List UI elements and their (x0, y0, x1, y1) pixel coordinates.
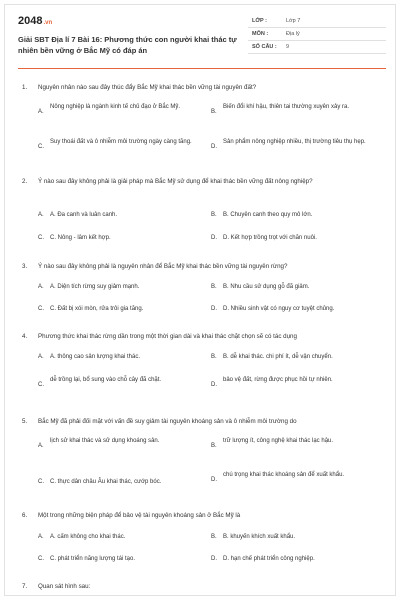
option-text: C. phát triển năng lượng tái tạo. (50, 556, 136, 562)
logo-main: 2048 (18, 15, 43, 27)
question-text: Quan sát hình sau: (38, 583, 91, 590)
meta-label: MÔN : (252, 31, 269, 37)
option-letter: B. (211, 354, 217, 360)
logo-sub: .vn (43, 20, 53, 26)
site-logo[interactable] (18, 15, 52, 27)
header-divider (18, 68, 386, 69)
option-letter: B. (211, 284, 217, 290)
meta-row-count (248, 41, 386, 54)
question-text: Một trong những biện pháp để bảo vệ tài nguyên khoáng sản ở Bắc Mỹ là (38, 512, 241, 519)
option-letter: A. (38, 212, 44, 218)
option-letter: A. (38, 284, 44, 290)
question-text: Ý nào sau đây không phải là giải pháp mà Bắc Mỹ sử dụng để khai thác bền vững đất nông nghiệp? (38, 178, 313, 185)
meta-row-subject (248, 28, 386, 41)
option-text: Suy thoái đất và ô nhiễm môi trường ngày càng tăng. (50, 139, 192, 145)
option-letter: B. (211, 534, 217, 540)
question-number: 4. (22, 333, 28, 340)
meta-value: 9 (286, 44, 290, 50)
option-letter: A. (38, 534, 44, 540)
option-text: Nông nghiệp là ngành kinh tế chủ đạo ở Bắc Mỹ. (50, 104, 181, 110)
question-number: 5. (22, 418, 28, 425)
option-text: chú trọng khai thác khoáng sản để xuất khẩu. (223, 472, 345, 478)
option-text: B. dễ khai thác. chi phí ít, dễ vận chuyển. (223, 354, 333, 360)
option-letter: B. (211, 212, 217, 218)
option-letter: C. (38, 382, 44, 388)
option-text: A. cấm không cho khai thác. (50, 534, 126, 540)
question-text: Phương thức khai thác rừng dần trong một thời gian dài và khai thác chặt chọn sẽ có tác dụng (38, 333, 297, 340)
page-frame (4, 4, 396, 596)
question-text: Bắc Mỹ đã phải đối mặt với vấn đề suy giảm tài nguyên khoáng sản và ô nhiễm môi trường do (38, 418, 297, 425)
option-letter: D. (211, 235, 217, 241)
option-letter: D. (211, 382, 217, 388)
meta-value: Địa lý (286, 31, 300, 37)
option-letter: B. (211, 109, 217, 115)
option-letter: C. (38, 144, 44, 150)
option-text: D. Nhiều sinh vật có nguy cơ tuyệt chủng. (223, 306, 335, 312)
question-number: 3. (22, 263, 28, 270)
meta-label: LỚP : (252, 18, 267, 24)
option-text: A. Đa canh và luân canh. (50, 212, 118, 218)
option-text: D. hạn chế phát triển công nghiệp. (223, 556, 315, 562)
meta-label: SỐ CÂU : (252, 44, 277, 50)
option-text: bảo vệ đất, rừng được phục hồi tự nhiên. (223, 377, 333, 383)
option-letter: A. (38, 443, 44, 449)
question-number: 7. (22, 583, 28, 590)
option-letter: B. (211, 443, 217, 449)
option-text: C. Nông - lâm kết hợp. (50, 235, 111, 241)
option-letter: A. (38, 354, 44, 360)
question-number: 2. (22, 178, 28, 185)
option-letter: D. (211, 306, 217, 312)
option-letter: D. (211, 556, 217, 562)
option-letter: C. (38, 235, 44, 241)
meta-value: Lớp 7 (286, 18, 301, 24)
document-title: Giải SBT Địa lí 7 Bài 16: Phương thức con người khai thác tự nhiên bền vững ở Bắc Mỹ có đáp án (18, 35, 237, 55)
option-text: C. Đất bị xói mòn, rửa trôi gia tăng. (50, 306, 144, 312)
option-text: A. thông cao sản lượng khai thác. (50, 354, 141, 360)
option-letter: A. (38, 109, 44, 115)
meta-row-class (248, 15, 386, 28)
option-text: C. thực dân châu Âu khai thác, cướp bóc. (50, 479, 162, 485)
option-letter: C. (38, 306, 44, 312)
option-text: Sản phẩm nông nghiệp nhiều, thị trường tiêu thụ hẹp. (223, 139, 366, 145)
option-text: dễ trồng lại, bổ sung vào chỗ cây đã chặt. (50, 377, 162, 383)
question-text: Ý nào sau đây không phải là nguyên nhân để Bắc Mỹ khai thác bền vững tài nguyên rừng? (38, 263, 288, 270)
option-letter: D. (211, 477, 217, 483)
meta-table (248, 15, 386, 54)
option-text: B. Chuyên canh theo quy mô lớn. (223, 212, 313, 218)
option-text: B. khuyến khích xuất khẩu. (223, 534, 296, 540)
option-letter: D. (211, 144, 217, 150)
question-text: Nguyên nhân nào sau đây thúc đẩy Bắc Mỹ khai thác bền vững tài nguyên đất? (38, 84, 257, 91)
option-text: A. Diện tích rừng suy giảm mạnh. (50, 284, 140, 290)
option-text: D. Kết hợp trồng trọt với chăn nuôi. (223, 235, 317, 241)
option-text: lịch sử khai thác và sử dụng khoáng sản. (50, 438, 160, 444)
question-number: 6. (22, 512, 28, 519)
option-text: Biến đổi khí hậu, thiên tai thường xuyên xảy ra. (223, 104, 350, 110)
option-letter: C. (38, 556, 44, 562)
option-text: trữ lượng ít, công nghệ khai thác lạc hậu. (223, 438, 334, 444)
option-text: B. Nhu cầu sử dụng gỗ đã giảm. (223, 284, 310, 290)
option-letter: C. (38, 479, 44, 485)
question-number: 1. (22, 84, 28, 91)
